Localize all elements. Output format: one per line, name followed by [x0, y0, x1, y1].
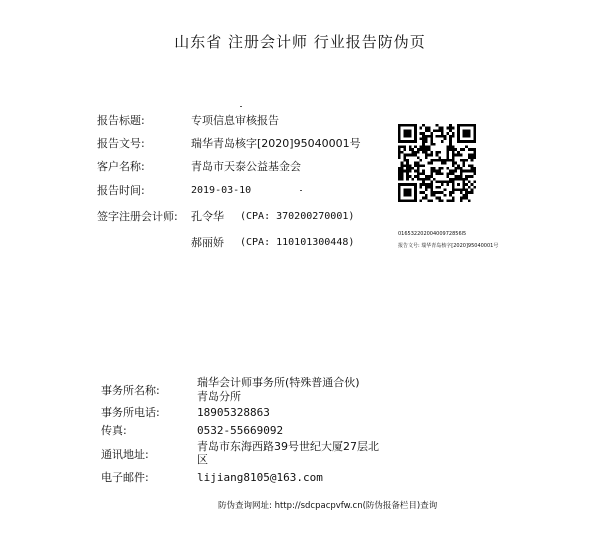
- report-date-value: 2019-03-10: [191, 185, 252, 196]
- cpa1-name: 孔令华: [191, 210, 224, 223]
- firm-name-label: 事务所名称:: [101, 384, 160, 397]
- page-title: 山东省 注册会计师 行业报告防伪页: [174, 33, 426, 51]
- client-name-label: 客户名称:: [97, 160, 145, 173]
- cpa-label: 签字注册会计师:: [97, 210, 178, 223]
- qr-code-number: 01653220200400972856l5: [398, 231, 467, 237]
- firm-phone-value: 18905328863: [197, 406, 270, 419]
- report-title-value: 专项信息审核报告: [191, 114, 279, 127]
- firm-email-value: lijiang8105@163.com: [197, 471, 323, 484]
- speck-mark: [240, 106, 242, 107]
- verification-url: 防伪查询网址: http://sdcpacpvfw.cn(防伪报备栏目)查询: [218, 501, 438, 511]
- speck-mark: [300, 190, 302, 191]
- report-number-label: 报告文号:: [97, 137, 145, 150]
- report-date-label: 报告时间:: [97, 184, 145, 197]
- firm-address-line2: 区: [197, 453, 208, 466]
- report-number-value: 瑞华青岛核字[2020]95040001号: [191, 137, 361, 150]
- firm-address-label: 通讯地址:: [101, 448, 149, 461]
- firm-name-line2: 青岛分所: [197, 390, 241, 403]
- qr-report-number: 报告文号: 瑞华青岛核字[2020]95040001号: [398, 243, 499, 249]
- firm-address-line1: 青岛市东海西路39号世纪大厦27层北: [197, 440, 379, 453]
- cpa1-code: (CPA: 370200270001): [240, 211, 355, 222]
- cpa2-code: (CPA: 110101300448): [240, 237, 355, 248]
- firm-email-label: 电子邮件:: [101, 471, 149, 484]
- cpa2-name: 郝丽娇: [191, 236, 224, 249]
- client-name-value: 青岛市天泰公益基金会: [191, 160, 301, 173]
- firm-phone-label: 事务所电话:: [101, 406, 160, 419]
- firm-name-line1: 瑞华会计师事务所(特殊普通合伙): [197, 376, 360, 389]
- firm-fax-value: 0532-55669092: [197, 424, 284, 437]
- firm-fax-label: 传真:: [101, 424, 127, 437]
- report-title-label: 报告标题:: [97, 114, 145, 127]
- qr-code-icon: [398, 124, 476, 202]
